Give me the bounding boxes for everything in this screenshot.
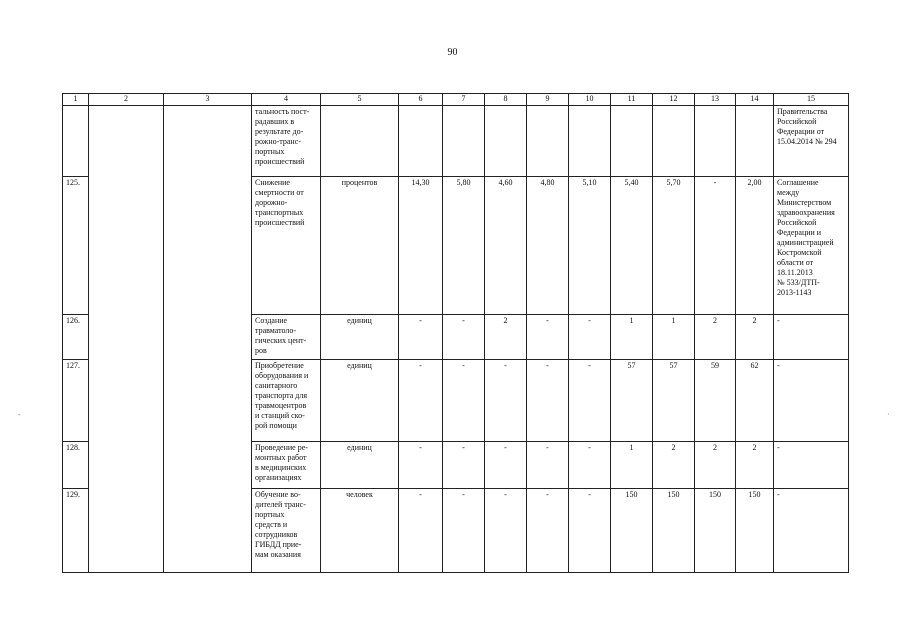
value-cell [443, 106, 485, 177]
value-cell: - [443, 442, 485, 489]
row-number-cell: 125. [63, 177, 89, 315]
column-header: 13 [695, 94, 736, 106]
value-cell [695, 106, 736, 177]
value-cell: - [569, 315, 611, 360]
value-cell: 62 [736, 360, 774, 442]
value-cell: - [695, 177, 736, 315]
value-cell: - [399, 489, 443, 573]
value-cell: - [527, 360, 569, 442]
value-cell: 2 [653, 442, 695, 489]
basis-cell: - [774, 442, 849, 489]
row-number-cell: 129. [63, 489, 89, 573]
indicator-name-cell: Обучение во- дителей транс- портных средств и сотрудников ГИБДД прие- мам оказания [252, 489, 321, 573]
unit-cell [321, 106, 399, 177]
unit-cell: единиц [321, 442, 399, 489]
table-row [63, 106, 849, 177]
unit-cell: человек [321, 489, 399, 573]
row-number-cell: 126. [63, 315, 89, 360]
value-cell: 5,10 [569, 177, 611, 315]
value-cell: 2 [695, 442, 736, 489]
column-header: 5 [321, 94, 399, 106]
value-cell: 5,80 [443, 177, 485, 315]
value-cell [569, 106, 611, 177]
value-cell: 2 [736, 315, 774, 360]
value-cell: 59 [695, 360, 736, 442]
scan-mark: - [18, 410, 21, 419]
indicators-table [62, 93, 849, 573]
basis-cell: Правительства Российской Федерации от 15.04.2014 № 294 [774, 106, 849, 177]
value-cell [653, 106, 695, 177]
value-cell: 1 [653, 315, 695, 360]
value-cell: 150 [653, 489, 695, 573]
value-cell: - [399, 315, 443, 360]
value-cell: 2 [736, 442, 774, 489]
value-cell: 4,60 [485, 177, 527, 315]
column-header: 8 [485, 94, 527, 106]
value-cell: 14,30 [399, 177, 443, 315]
value-cell [527, 106, 569, 177]
value-cell: - [569, 360, 611, 442]
unit-cell: процентов [321, 177, 399, 315]
column-header: 4 [252, 94, 321, 106]
column-header: 10 [569, 94, 611, 106]
value-cell [611, 106, 653, 177]
value-cell: 150 [611, 489, 653, 573]
value-cell: - [527, 442, 569, 489]
value-cell: - [399, 442, 443, 489]
column-header: 3 [164, 94, 252, 106]
scan-mark: · [887, 410, 890, 419]
value-cell: 2 [695, 315, 736, 360]
column-header: 11 [611, 94, 653, 106]
column-2-cell [89, 106, 164, 573]
value-cell: 2,00 [736, 177, 774, 315]
row-number-cell [63, 106, 89, 177]
value-cell: - [443, 360, 485, 442]
value-cell: - [569, 489, 611, 573]
value-cell: 150 [736, 489, 774, 573]
value-cell: 5,70 [653, 177, 695, 315]
value-cell: 150 [695, 489, 736, 573]
indicator-name-cell: Проведение ре- монтных работ в медицинских организациях [252, 442, 321, 489]
value-cell [485, 106, 527, 177]
column-header: 2 [89, 94, 164, 106]
indicator-name-cell: Приобретение оборудования и санитарного транспорта для травмоцентров и станций ско- рой помощи [252, 360, 321, 442]
basis-cell: - [774, 360, 849, 442]
value-cell: - [485, 360, 527, 442]
basis-cell: - [774, 489, 849, 573]
basis-cell: Соглашение между Министерством здравоохранения Российской Федерации и администрацией Костромской области от 18.11.2013 № 533/ДТП- 2013-1143 [774, 177, 849, 315]
column-header: 1 [63, 94, 89, 106]
row-number-cell: 127. [63, 360, 89, 442]
table-header-row [63, 94, 849, 106]
value-cell: 4,80 [527, 177, 569, 315]
value-cell: - [443, 315, 485, 360]
row-number-cell: 128. [63, 442, 89, 489]
indicator-name-cell: Снижение смертности от дорожно- транспортных происшествий [252, 177, 321, 315]
column-header: 9 [527, 94, 569, 106]
indicator-name-cell: тальность пост- радавших в результате до- рожно-транс- портных происшествий [252, 106, 321, 177]
value-cell: 2 [485, 315, 527, 360]
value-cell: 57 [653, 360, 695, 442]
value-cell: - [443, 489, 485, 573]
column-header: 7 [443, 94, 485, 106]
column-3-cell [164, 106, 252, 573]
value-cell: 1 [611, 315, 653, 360]
value-cell: 5,40 [611, 177, 653, 315]
basis-cell: - [774, 315, 849, 360]
column-header: 14 [736, 94, 774, 106]
value-cell: - [527, 489, 569, 573]
unit-cell: единиц [321, 360, 399, 442]
value-cell: 57 [611, 360, 653, 442]
value-cell [399, 106, 443, 177]
column-header: 15 [774, 94, 849, 106]
value-cell [736, 106, 774, 177]
column-header: 12 [653, 94, 695, 106]
value-cell: - [569, 442, 611, 489]
value-cell: - [485, 442, 527, 489]
value-cell: - [485, 489, 527, 573]
value-cell: - [399, 360, 443, 442]
indicator-name-cell: Создание травматоло- гических цент- ров [252, 315, 321, 360]
value-cell: - [527, 315, 569, 360]
unit-cell: единиц [321, 315, 399, 360]
column-header: 6 [399, 94, 443, 106]
page-number: 90 [447, 47, 458, 58]
value-cell: 1 [611, 442, 653, 489]
